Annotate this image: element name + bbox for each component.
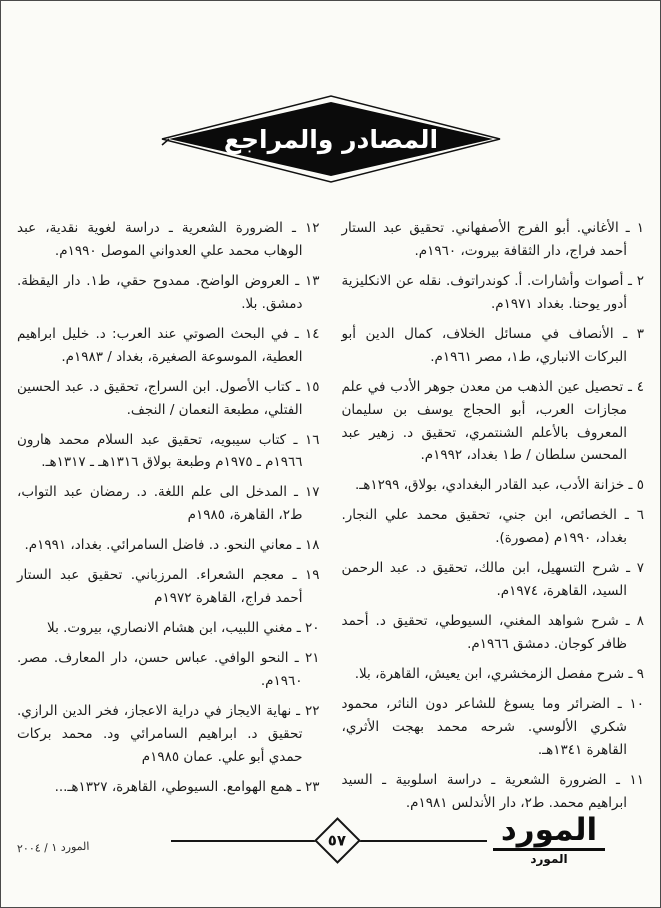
journal-logo-subtext: المورد bbox=[493, 848, 605, 866]
reference-list-left bbox=[17, 217, 320, 822]
reference-item: ٢٢ ـ نهاية الايجاز في دراية الاعجاز، فخر الدين الرازي. تحقيق د. ابراهيم السامرائي ود. محمد بركات حمدي أبو علي. عمان ١٩٨٥م bbox=[17, 702, 320, 765]
reference-item: ٩ ـ شرح مفصل الزمخشري، ابن يعيش، القاهرة، بلا. bbox=[354, 665, 644, 682]
footer-rule-right bbox=[357, 840, 487, 842]
diamond-shape bbox=[161, 95, 501, 183]
journal-logo-text: المورد bbox=[500, 812, 598, 848]
reference-list-right bbox=[342, 217, 645, 822]
reference-item: ٢ ـ أصوات وأشارات. أ. كوندراتوف. نقله عن الانكليزية أدور يوحنا. بغداد ١٩٧١م. bbox=[341, 272, 644, 312]
reference-item: ٢٠ ـ مغني اللبيب، ابن هشام الانصاري، بيروت. بلا bbox=[47, 620, 320, 637]
reference-item: ٤ ـ تحصيل عين الذهب من معدن جوهر الأدب في علم مجازات العرب، أبو الحجاج يوسف بن سليمان المعروف بالأعلم الشنتمري، تحقيق د. زهير عبد المحسن سلطان / ط١ بغداد، ١٩٩٢م. bbox=[341, 378, 644, 464]
reference-item: ٨ ـ شرح شواهد المغني، السيوطي، تحقيق د. أحمد ظافر كوجان. دمشق ١٩٦٦م. bbox=[341, 613, 644, 652]
reference-item: ٧ ـ شرح التسهيل، ابن مالك، تحقيق د. عبد الرحمن السيد، القاهرة، ١٩٧٤م. bbox=[341, 560, 644, 600]
reference-item: ٢٣ ـ همع الهوامع. السيوطي، القاهرة، ١٣٢٧هـ... bbox=[54, 778, 320, 795]
reference-item: ١٩ ـ معجم الشعراء. المرزباني. تحقيق عبد الستار أحمد فراج، القاهرة ١٩٧٢م bbox=[17, 567, 320, 607]
reference-item: ١٨ ـ معاني النحو. د. فاضل السامرائي. بغداد، ١٩٩١م. bbox=[24, 537, 320, 554]
reference-item: ١٣ ـ العروض الواضح. ممدوح حقي، ط١. دار اليقظة. دمشق. بلا. bbox=[17, 272, 320, 312]
reference-item: ١٥ ـ كتاب الأصول. ابن السراج، تحقيق د. عبد الحسين الفتلي، مطبعة النعمان / النجف. bbox=[17, 378, 320, 418]
reference-item: ١ ـ الأغاني. أبو الفرج الأصفهاني. تحقيق عبد الستار أحمد فراج، دار الثقافة بيروت، ١٩٦٠م. bbox=[341, 220, 644, 259]
reference-item: ١٦ ـ كتاب سيبويه، تحقيق عبد السلام محمد هارون ١٩٦٦م ـ ١٩٧٥م وطبعة بولاق ١٣١٦هـ ـ ١٣١٧هـ. bbox=[17, 431, 320, 471]
reference-item: ٢١ ـ النحو الوافي. عباس حسن، دار المعارف. مصر. ١٩٦٠م. bbox=[17, 650, 320, 689]
footer-rule-left bbox=[171, 840, 321, 842]
reference-item: ١٠ ـ الضرائر وما يسوغ للشاعر دون الناثر، محمود شكري الألوسي. شرحه محمد بهجت الأثري، القاهرة ١٣٤١هـ. bbox=[341, 695, 644, 758]
page-number: ٥٧ bbox=[328, 831, 347, 850]
bibliography bbox=[17, 217, 644, 822]
reference-item: ١٤ ـ في البحث الصوتي عند العرب: د. خليل ابراهيم العطية، الموسوعة الصغيرة، بغداد / ١٩٨٣م. bbox=[17, 325, 320, 365]
reference-item: ١٢ ـ الضرورة الشعرية ـ دراسة لغوية نقدية، عبد الوهاب محمد علي العدواني الموصل ١٩٩٠م. bbox=[17, 220, 320, 259]
reference-item: ٣ ـ الأنصاف في مسائل الخلاف، كمال الدين أبو البركات الانباري، ط١، مصر ١٩٦١م. bbox=[341, 325, 644, 365]
reference-item: ٥ ـ خزانة الأدب، عبد القادر البغدادي، بولاق، ١٢٩٩هـ. bbox=[354, 477, 644, 494]
reference-item: ٦ ـ الخصائص، ابن جني، تحقيق محمد علي النجار. بغداد، ١٩٩٠م (مصورة). bbox=[341, 507, 644, 547]
page-title: المصادر والمراجع bbox=[223, 125, 439, 154]
footer-note: المورد ١ / ٢٠٠٤ bbox=[16, 839, 90, 856]
page-number-diamond bbox=[314, 817, 361, 864]
journal-logo bbox=[493, 813, 605, 866]
reference-item: ١١ ـ الضرورة الشعرية ـ دراسة اسلوبية ـ السيد ابراهيم محمد. ط٢، دار الأندلس ١٩٨١م. bbox=[341, 771, 644, 811]
reference-item: ١٧ ـ المدخل الى علم اللغة. د. رمضان عبد التواب، ط٢، القاهرة، ١٩٨٥م bbox=[17, 484, 320, 524]
section-title-banner bbox=[161, 95, 501, 183]
